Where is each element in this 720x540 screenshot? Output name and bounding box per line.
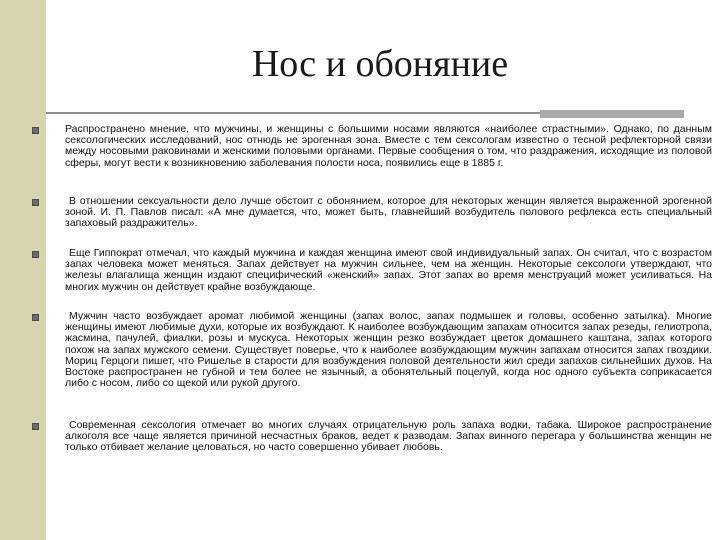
bullet-text: Распространено мнение, что мужчины, и женщины с большими носами являются «наиболее страстными». Однако, по данным сексологических исследований, нос отнюдь не эрогенная зона. Вместе с тем сексологам известно о тесной рефлекторной связи между носовыми раковинами и женскими половыми органами. Первые сообщения о том, что раздражения, исходящие из половой сферы, могут вести к возникновению заболевания полости носа, появились еще в 1885 г. bbox=[65, 123, 712, 169]
square-bullet-icon bbox=[32, 251, 39, 258]
slide-title: Нос и обоняние bbox=[251, 43, 509, 85]
bullet-text: Современная сексология отмечает во многих случаях отрицательную роль запаха водки, табака. Широкое распространение алкоголя все чаще является причиной несчастных браков, ведет к разводам. Запах винного перегара у большинства женщин не только отбивает желание целоваться, но часто совершенно убивает любовь. bbox=[65, 419, 712, 454]
bullet-text: Мужчин часто возбуждает аромат любимой женщины (запах волос, запах подмышек и головы, особенно затылка). Многие женщины имеют любимые духи, которые их возбуждают. К наиболее возбуждающим запахам относится запах резеды, гелиотропа, жасмина, пачулей, фиалки, розы и мускуса. Некоторых женщин резко возбуждает цветок домашнего каштана, запах которого похож на запах мужского семени. Существует поверье, что к наиболее возбуждающим мужчин запахам относится запах гвоздики. Мориц Герцоги пишет, что Ришелье в старости для возбуждения половой деятельности жил среди запахов сильнейших духов. На Востоке распространен не губной и тем более не язычный, а обонятельный поцелуй, когда нос одного субъекта соприкасается либо с носом, либо со щекой или рукой другого. bbox=[65, 310, 712, 390]
square-bullet-icon bbox=[32, 423, 39, 430]
title-underline-accent bbox=[540, 110, 684, 118]
left-decorative-band bbox=[0, 0, 46, 540]
square-bullet-icon bbox=[32, 127, 39, 134]
bullet-text: Еще Гиппократ отмечал, что каждый мужчина и каждая женщина имеют свой индивидуальный запах. Он считал, что с возрастом запах человека может меняться. Запах действует на мужчин сильнее, чем на женщин. Некоторые сексологи утверждают, что железы влагалища женщин издают специфический «женский» запах. Этот запах во время менструаций может усиливаться. На многих мужчин он действует крайне возбуждающе. bbox=[65, 247, 712, 293]
bullet-text: В отношении сексуальности дело лучше обстоит с обонянием, которое для некоторых женщин является выраженной эрогенной зоной. И. П. Павлов писал: «А мне думается, что, может быть, главнейший возбудитель полового рефлекса есть специальный запаховый раздражитель». bbox=[65, 195, 712, 230]
square-bullet-icon bbox=[32, 314, 39, 321]
square-bullet-icon bbox=[32, 199, 39, 206]
